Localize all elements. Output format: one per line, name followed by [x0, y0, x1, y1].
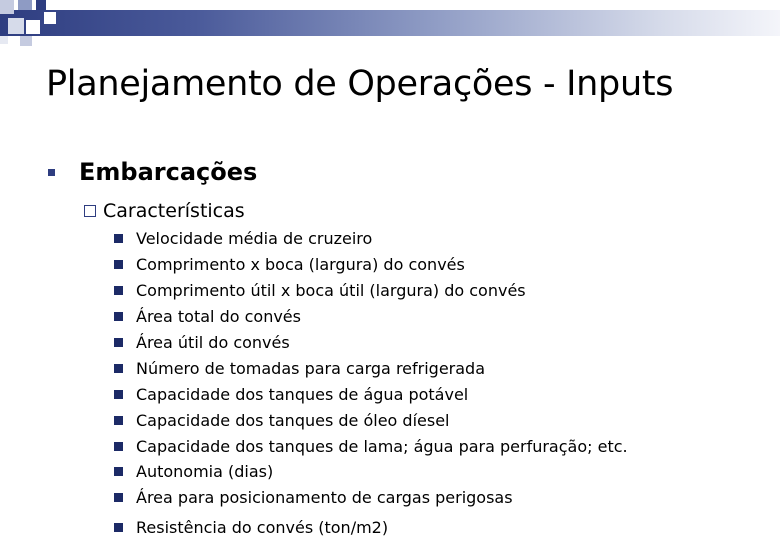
- square-bullet-icon: [114, 442, 123, 451]
- list-item: [114, 226, 628, 252]
- hollow-square-bullet-icon: [84, 205, 96, 217]
- decorative-square: [18, 0, 32, 10]
- list-item: [114, 355, 628, 381]
- list-item: [114, 433, 628, 459]
- list-item-text: Velocidade média de cruzeiro: [136, 229, 373, 249]
- square-bullet-icon: [114, 416, 123, 425]
- square-bullet-icon: [114, 338, 123, 347]
- decorative-square: [8, 18, 24, 34]
- decorative-square: [36, 0, 46, 10]
- square-bullet-icon: [114, 286, 123, 295]
- characteristics-list: [114, 226, 628, 541]
- square-bullet-icon: [114, 364, 123, 373]
- list-item: [114, 459, 628, 485]
- square-bullet-icon: [114, 260, 123, 269]
- decorative-square: [20, 36, 32, 46]
- list-item: [114, 278, 628, 304]
- list-item-text: Comprimento x boca (largura) do convés: [136, 255, 465, 275]
- decorative-square: [0, 36, 8, 44]
- decorative-square: [0, 0, 14, 14]
- decorative-square: [26, 20, 40, 34]
- level2-text: Características: [103, 200, 245, 222]
- list-item-text: Número de tomadas para carga refrigerada: [136, 358, 486, 378]
- square-bullet-icon: [114, 493, 123, 502]
- list-item-text: Comprimento útil x boca útil (largura) do convés: [136, 281, 526, 301]
- list-item: [114, 330, 628, 356]
- square-bullet-icon: [114, 523, 123, 532]
- level2-bullet-item: [84, 200, 245, 222]
- list-item-text: Área para posicionamento de cargas perigosas: [136, 488, 513, 508]
- list-item-text: Resistência do convés (ton/m2): [136, 518, 389, 538]
- list-item-text: Autonomia (dias): [136, 462, 274, 482]
- list-item-text: Capacidade dos tanques de óleo díesel: [136, 410, 450, 430]
- list-item: [114, 407, 628, 433]
- list-item: [114, 485, 628, 511]
- level1-bullet-item: [46, 158, 257, 186]
- list-item: [114, 252, 628, 278]
- list-item: [114, 515, 628, 541]
- square-bullet-icon: [114, 467, 123, 476]
- list-item-text: Área total do convés: [136, 307, 301, 327]
- square-bullet-icon: [48, 169, 55, 176]
- level1-text: Embarcações: [79, 158, 258, 186]
- square-bullet-icon: [114, 312, 123, 321]
- list-item: [114, 304, 628, 330]
- list-item: [114, 381, 628, 407]
- list-item-text: Capacidade dos tanques de lama; água para perfuração; etc.: [136, 436, 628, 456]
- header-gradient-band: [0, 10, 780, 36]
- square-bullet-icon: [114, 234, 123, 243]
- list-item-text: Capacidade dos tanques de água potável: [136, 384, 469, 404]
- decorative-square: [44, 12, 56, 24]
- square-bullet-icon: [114, 390, 123, 399]
- list-item-text: Área útil do convés: [136, 333, 290, 352]
- slide-title: Planejamento de Operações - Inputs: [46, 64, 674, 104]
